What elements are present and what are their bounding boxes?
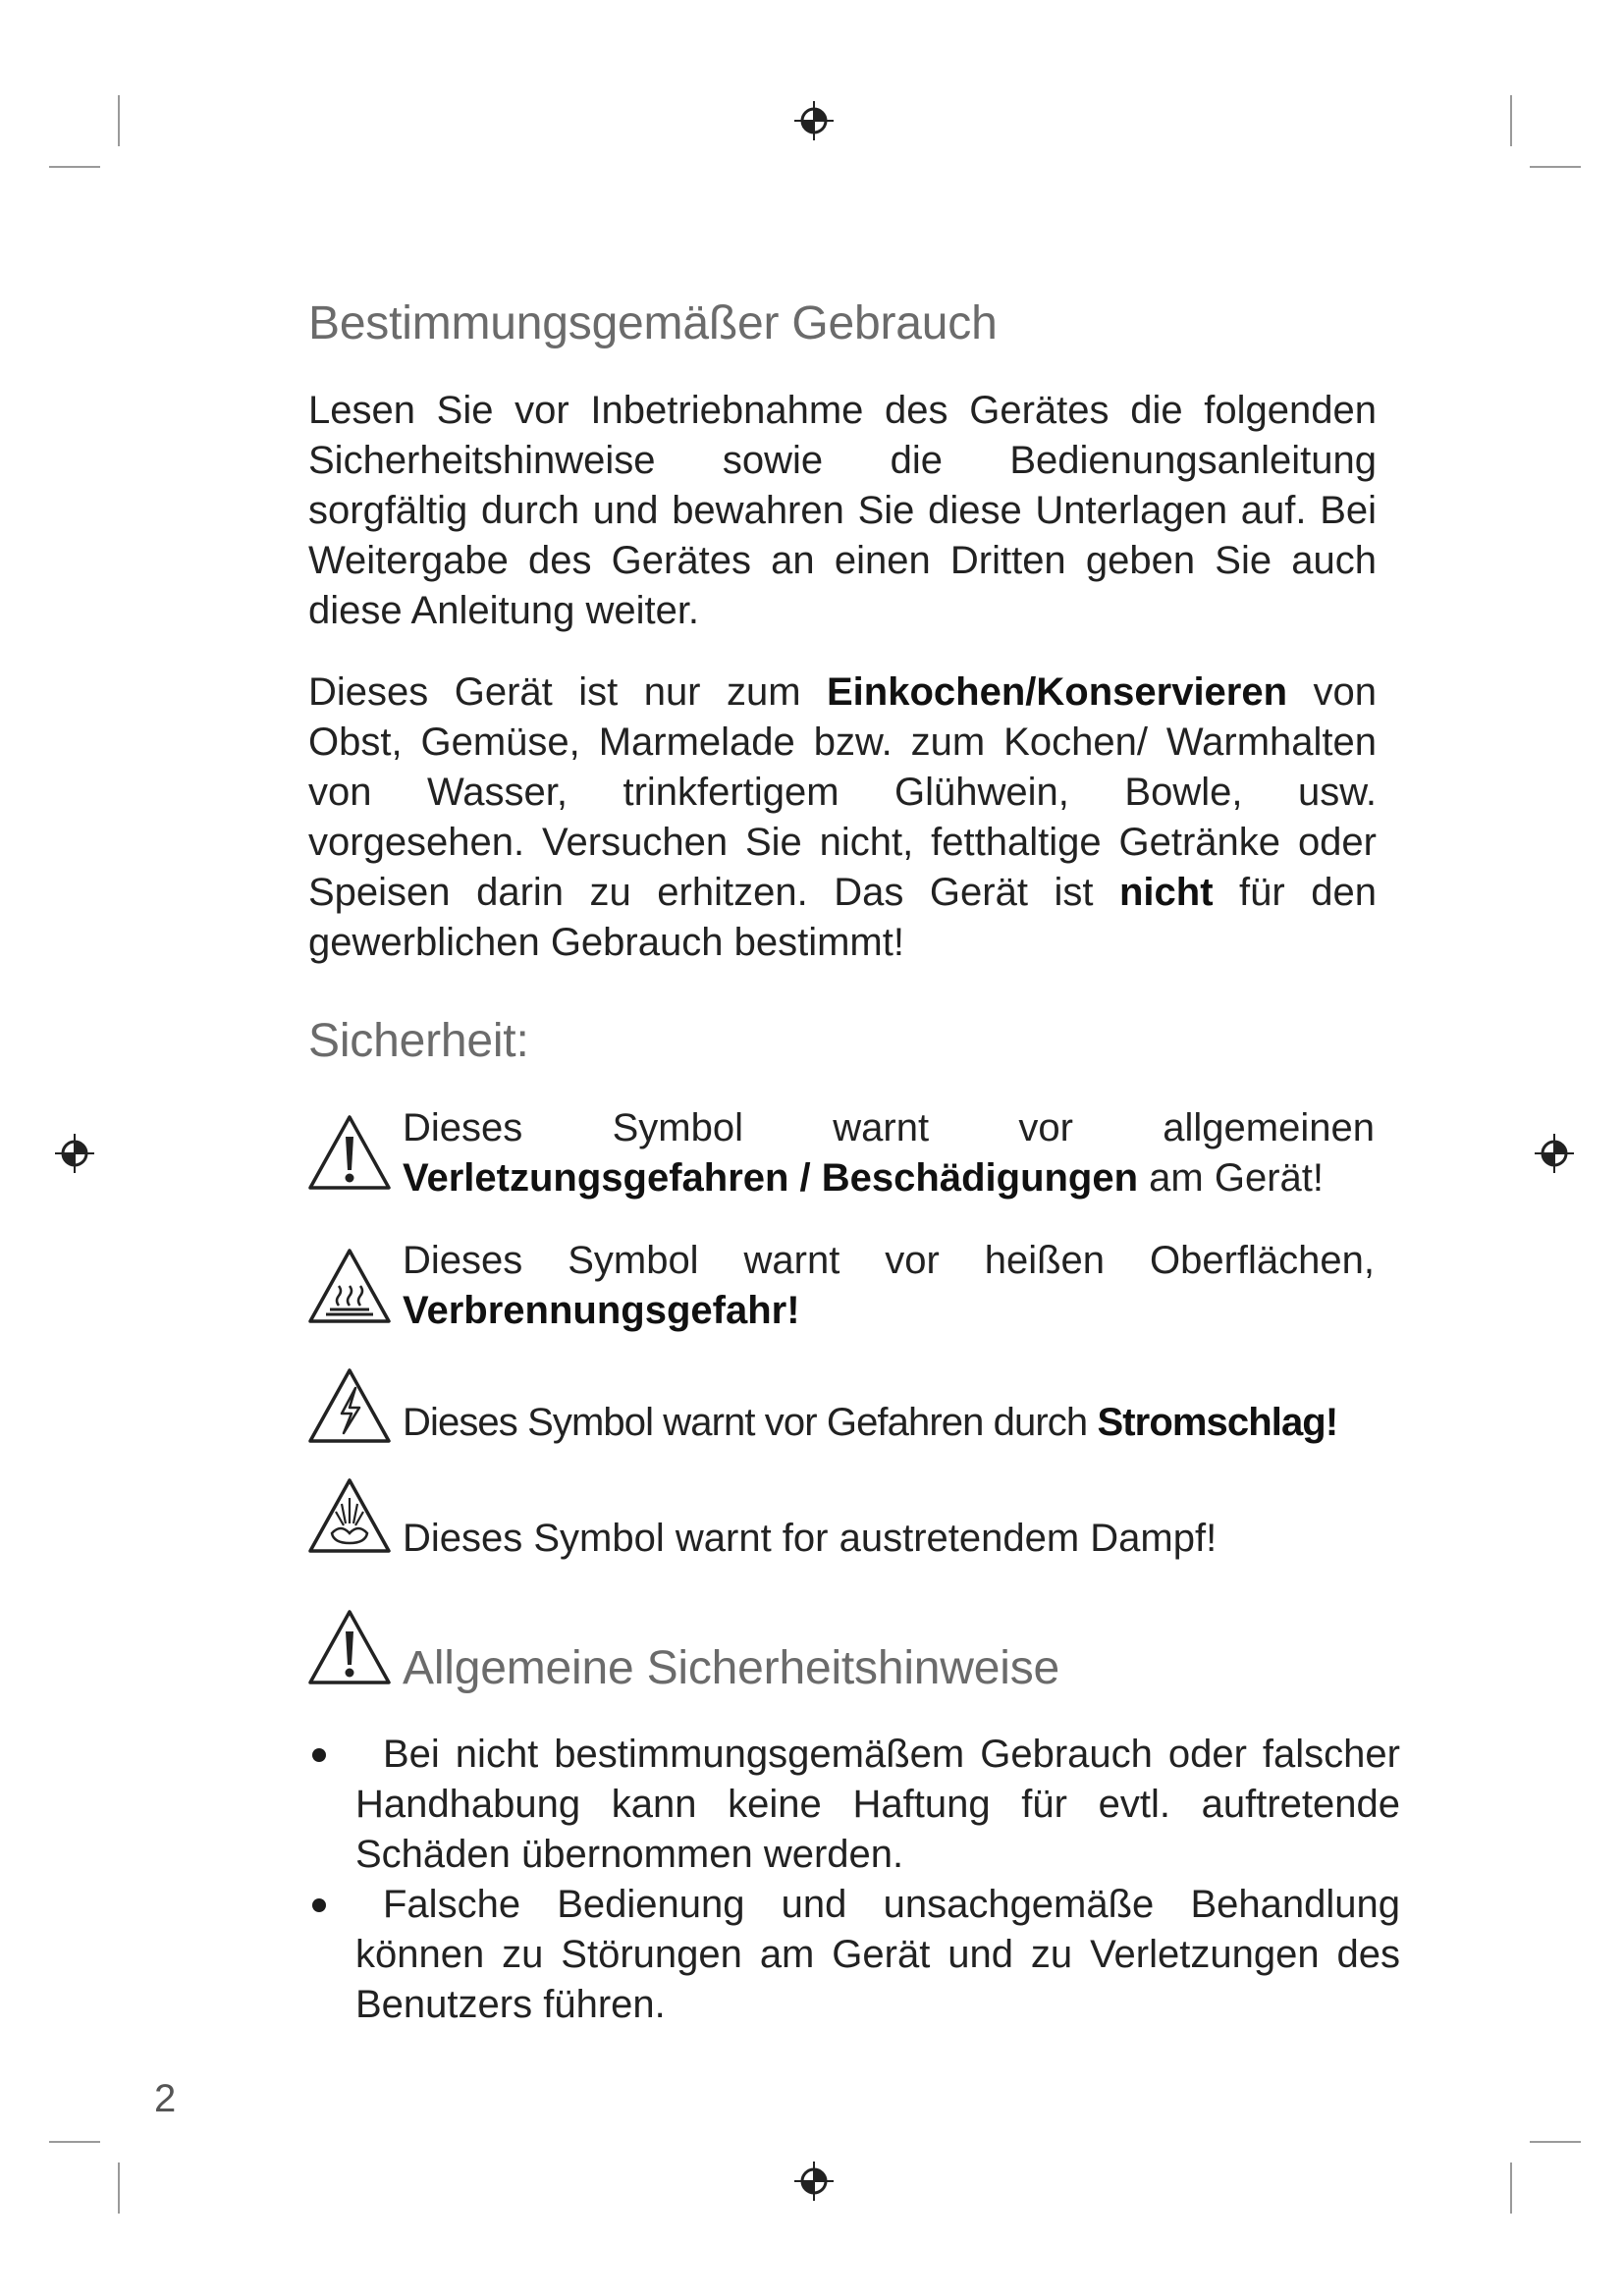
crop-mark <box>1530 2141 1581 2143</box>
crop-mark <box>49 166 100 168</box>
bold-run: Verletzungsgefahren / Beschädigungen <box>403 1156 1139 1200</box>
bold-run: Stromschlag! <box>1097 1401 1338 1444</box>
page-number: 2 <box>154 2077 177 2120</box>
crop-mark <box>118 2163 120 2214</box>
text-run: Dieses Symbol warnt vor heißen Oberflächen, <box>403 1239 1375 1282</box>
registration-mark-icon <box>792 99 836 142</box>
section-title-safety: Sicherheit: <box>308 1015 529 1067</box>
bold-run: Verbrennungsgefahr! <box>403 1289 800 1332</box>
electric-shock-warning-icon <box>306 1366 393 1445</box>
crop-mark <box>118 95 120 146</box>
list-item-text: Falsche Bedienung und unsachgemäße Behandlung können zu Störungen am Gerät und zu Verletzungen des Benutzers führen. <box>355 1883 1400 2026</box>
list-item <box>308 1730 1400 1880</box>
registration-mark-icon <box>1533 1132 1576 1175</box>
crop-mark <box>49 2141 100 2143</box>
hot-surface-warning-icon <box>306 1247 393 1325</box>
text-run: Dieses Symbol warnt vor Gefahren durch <box>403 1401 1098 1444</box>
section-title-usage: Bestimmungsgemäßer Gebrauch <box>308 297 998 349</box>
list-item <box>308 1880 1400 2030</box>
warning-text-steam: Dieses Symbol warnt for austretendem Dampf! <box>403 1517 1218 1560</box>
section-title-general-safety: Allgemeine Sicherheitshinweise <box>403 1642 1060 1694</box>
warning-text-electric-shock <box>403 1398 1375 1448</box>
bullet-icon <box>312 1748 326 1762</box>
warning-text-hot-surface <box>403 1236 1375 1336</box>
text-run: Dieses Symbol warnt vor allgemeinen <box>403 1106 1375 1149</box>
exclamation-warning-icon <box>306 1608 393 1686</box>
steam-warning-icon <box>306 1476 393 1555</box>
crop-mark <box>1530 166 1581 168</box>
text-run: von Obst, Gemüse, Marmelade bzw. zum Kochen/ Warmhalten von Wasser, trinkfertigem Glühwein, Bowle, usw. vorgesehen. Versuchen Sie nicht, fetthaltige Getränke oder Speisen darin zu erhitzen. Das Gerät ist <box>308 670 1378 914</box>
text-run: für den gewerblichen Gebrauch bestimmt! <box>308 871 1377 964</box>
warning-text-general <box>403 1103 1375 1203</box>
crop-mark <box>1510 95 1512 146</box>
registration-mark-icon <box>53 1132 96 1175</box>
text-run: am Gerät! <box>1138 1156 1324 1200</box>
crop-mark <box>1510 2163 1512 2214</box>
usage-paragraph-2 <box>308 667 1377 968</box>
usage-paragraph-1: Lesen Sie vor Inbetriebnahme des Gerätes die folgenden Sicherheitshinweise sowie die Bedienungsanleitung sorgfältig durch und bewahren Sie diese Unterlagen auf. Bei Weitergabe des Gerätes an einen Dritten geben Sie auch diese Anleitung weiter. <box>308 389 1377 632</box>
text-run: Dieses Gerät ist nur zum <box>308 670 827 714</box>
general-safety-list <box>308 1730 1400 2030</box>
bold-run: nicht <box>1118 871 1214 914</box>
registration-mark-icon <box>792 2160 836 2203</box>
bold-run: Einkochen/Konservieren <box>827 670 1288 714</box>
list-item-text: Bei nicht bestimmungsgemäßem Gebrauch oder falscher Handhabung kann keine Haftung für evtl. auftretende Schäden übernommen werden. <box>355 1733 1400 1876</box>
exclamation-warning-icon <box>306 1113 393 1192</box>
bullet-icon <box>312 1898 326 1912</box>
